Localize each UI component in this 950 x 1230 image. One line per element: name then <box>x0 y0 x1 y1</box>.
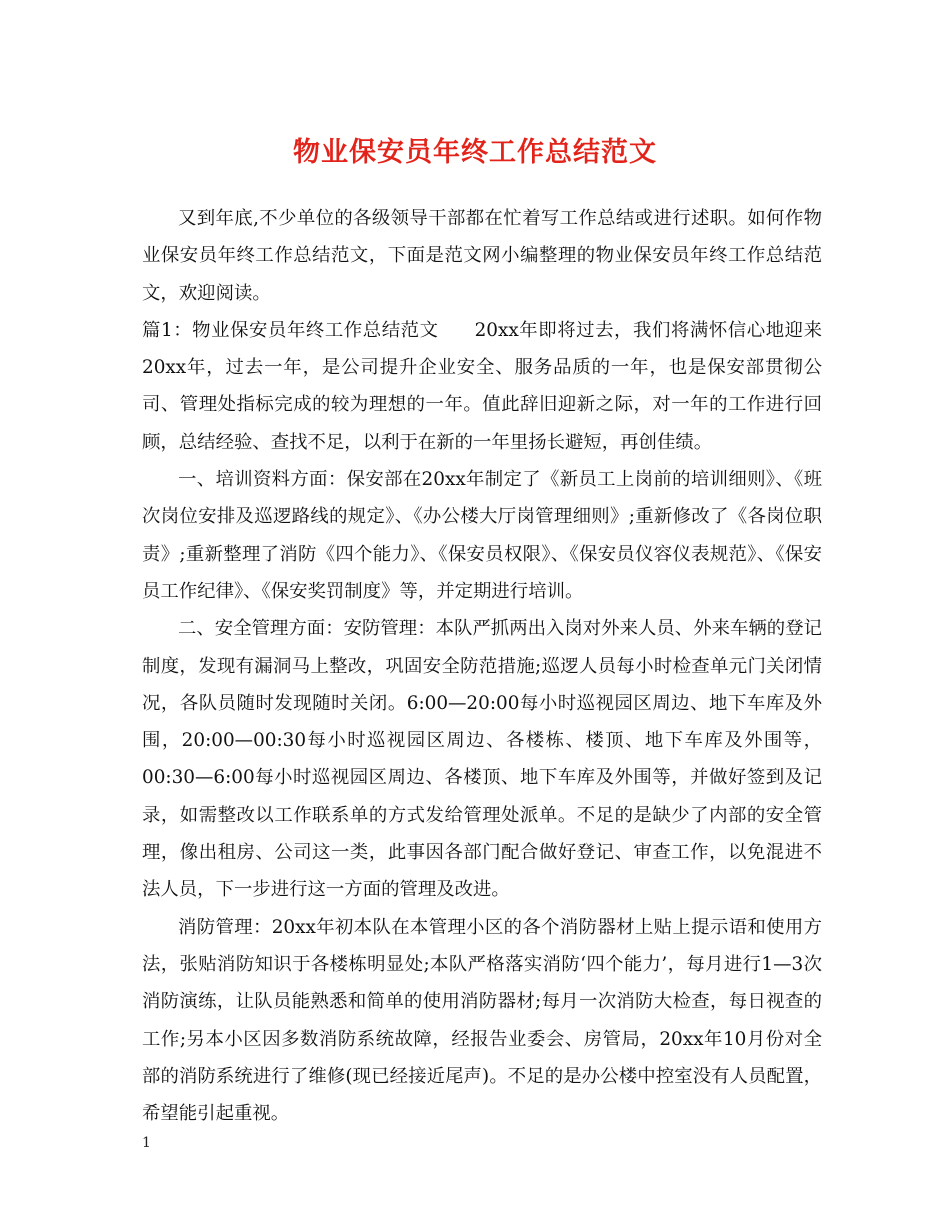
article-heading: 篇1：物业保安员年终工作总结范文 <box>142 319 439 341</box>
security-paragraph: 二、安全管理方面：安防管理：本队严抓两出入岗对外来人员、外来车辆的登记制度，发现有漏洞马上整改，巩固安全防范措施;巡逻人员每小时检查单元门关闭情况，各队员随时发现随时关闭。6:00—20:00每小时巡视园区周边、地下车库及外围，20:00—00:30每小时巡视园区周边、各楼栋、楼顶、地下车库及外围等，00:30—6:00每小时巡视园区周边、各楼顶、地下车库及外围等，并做好签到及记录，如需整改以工作联系单的方式发给管理处派单。不足的是缺少了内部的安全管理，像出租房、公司这一类，此事因各部门配合做好登记、审查工作，以免混进不法人员，下一步进行这一方面的管理及改进。 <box>142 618 822 901</box>
article-heading-paragraph <box>142 312 822 461</box>
page-number: 1 <box>142 1135 151 1151</box>
training-paragraph: 一、培训资料方面：保安部在20xx年制定了《新员工上岗前的培训细则》、《班次岗位安排及巡逻路线的规定》、《办公楼大厅岗管理细则》;重新修改了《各岗位职责》;重新整理了消防《四个能力》、《保安员权限》、《保安员仪容仪表规范》、《保安员工作纪律》、《保安奖罚制度》等，并定期进行培训。 <box>142 469 822 602</box>
document-title: 物业保安员年终工作总结范文 <box>293 137 657 168</box>
article-opening: 20xx年即将过去，我们将满怀信心地迎来20xx年，过去一年，是公司提升企业安全、服务品质的一年，也是保安部贯彻公司、管理处指标完成的较为理想的一年。值此辞旧迎新之际，对一年的工作进行回顾，总结经验、查找不足，以利于在新的一年里扬长避短，再创佳绩。 <box>142 319 822 453</box>
intro-paragraph: 又到年底,不少单位的各级领导干部都在忙着写工作总结或进行述职。如何作物业保安员年终工作总结范文，下面是范文网小编整理的物业保安员年终工作总结范文，欢迎阅读。 <box>142 208 822 304</box>
document-body <box>142 200 822 1132</box>
fire-paragraph: 消防管理：20xx年初本队在本管理小区的各个消防器材上贴上提示语和使用方法，张贴消防知识于各楼栋明显处;本队严格落实消防‘四个能力’，每月进行1—3次消防演练，让队员能熟悉和简单的使用消防器材;每月一次消防大检查，每日视查的工作;另本小区因多数消防系统故障，经报告业委会、房管局，20xx年10月份对全部的消防系统进行了维修(现已经接近尾声)。不足的是办公楼中控室没有人员配置，希望能引起重视。 <box>142 916 822 1125</box>
